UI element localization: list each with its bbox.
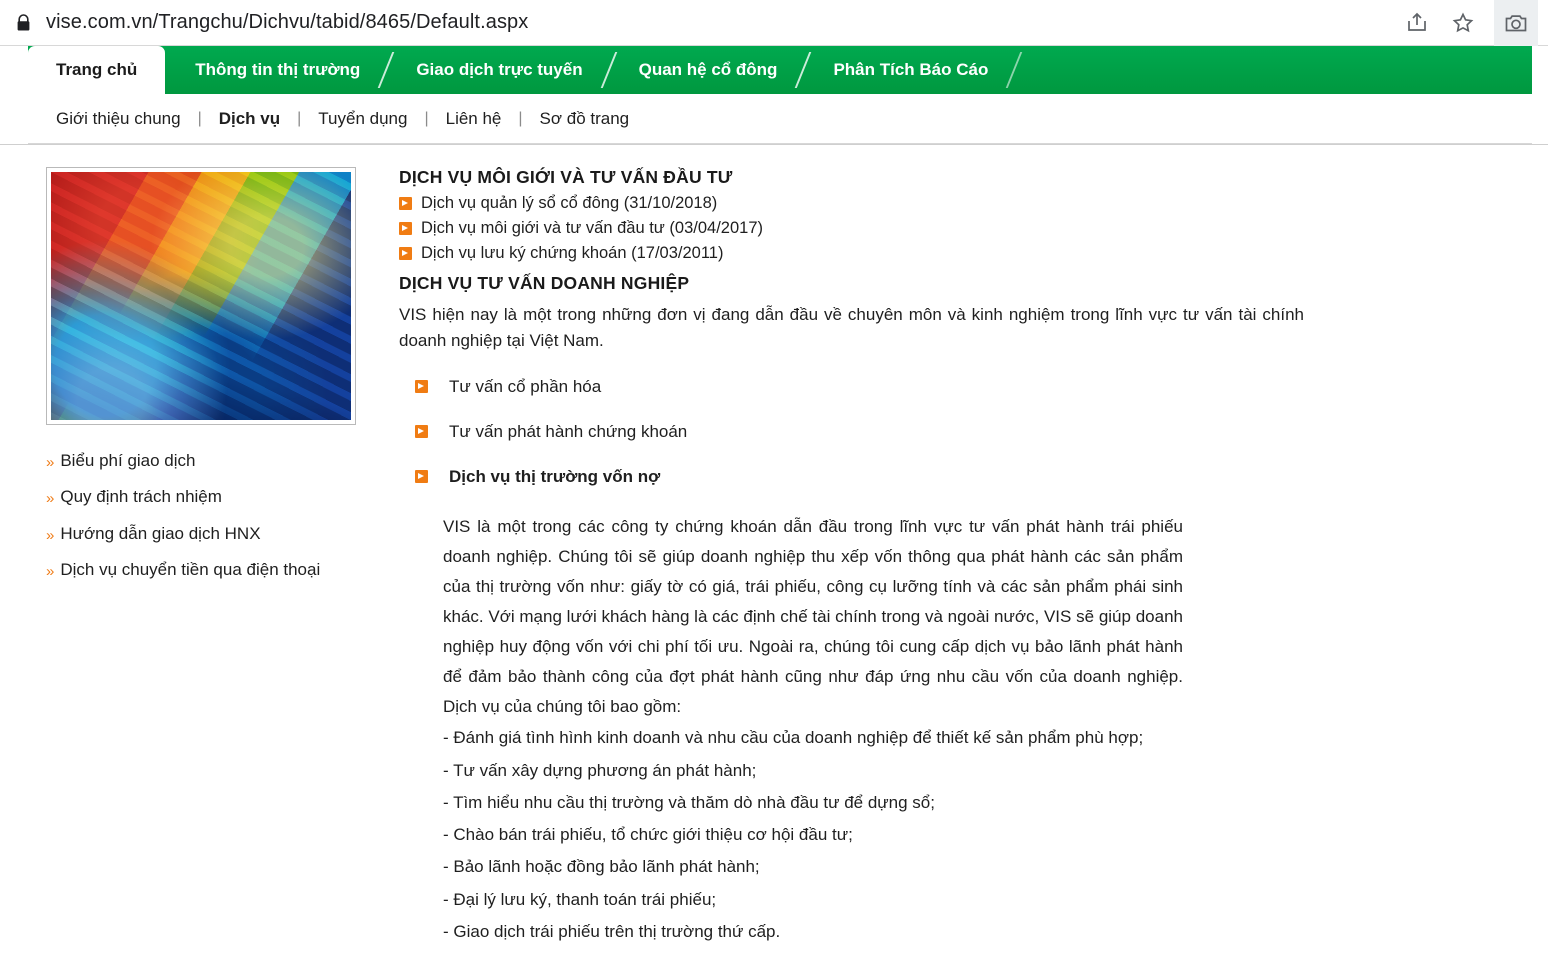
service-item-phat-hanh-chung-khoan[interactable] bbox=[399, 422, 1488, 442]
main-tabs bbox=[28, 46, 1014, 94]
news-link-quan-ly-so-co-dong[interactable] bbox=[399, 194, 1488, 213]
service-item-thi-truong-von-no[interactable] bbox=[399, 467, 1488, 487]
service-label: Dịch vụ thị trường vốn nợ bbox=[449, 466, 661, 486]
tab-trang-chu[interactable] bbox=[28, 46, 165, 94]
sidebar-image-frame bbox=[46, 167, 356, 425]
tab-label: Trang chủ bbox=[56, 60, 138, 79]
chevron-double-icon: » bbox=[46, 490, 55, 508]
browser-toolbar bbox=[0, 0, 1548, 46]
detail-bullet: - Giao dịch trái phiếu trên thị trường thứ cấp. bbox=[443, 922, 781, 942]
sidebar-item-quy-dinh-trach-nhiem[interactable] bbox=[46, 487, 365, 507]
news-label: Dịch vụ quản lý sổ cổ đông (31/10/2018) bbox=[421, 194, 718, 212]
service-label: Tư vấn cổ phần hóa bbox=[449, 376, 602, 396]
service-item-co-phan-hoa[interactable] bbox=[399, 377, 1488, 397]
page-body bbox=[0, 145, 1548, 948]
detail-bullet: - Tìm hiểu nhu cầu thị trường và thăm dò nhà đầu tư để dựng sổ; bbox=[443, 792, 935, 812]
arrow-square-icon bbox=[399, 222, 412, 235]
subnav-separator: | bbox=[297, 109, 302, 127]
browser-actions bbox=[1402, 0, 1538, 45]
detail-bullet: - Chào bán trái phiếu, tổ chức giới thiệu cơ hội đầu tư; bbox=[443, 825, 853, 845]
subnav-item-lien-he[interactable]: Liên hệ bbox=[445, 108, 502, 128]
subnav-item-so-do-trang[interactable]: Sơ đồ trang bbox=[539, 108, 630, 128]
news-label: Dịch vụ môi giới và tư vấn đầu tư (03/04/2017) bbox=[421, 219, 763, 237]
sidebar-links bbox=[46, 451, 365, 581]
camera-icon[interactable] bbox=[1494, 0, 1538, 46]
main-content bbox=[365, 167, 1548, 948]
subnav-separator: | bbox=[424, 109, 429, 127]
lock-icon bbox=[14, 13, 32, 33]
detail-bullet: - Tư vấn xây dựng phương án phát hành; bbox=[443, 760, 757, 780]
tab-quan-he-co-dong[interactable] bbox=[609, 46, 804, 94]
tab-thong-tin-thi-truong[interactable] bbox=[165, 46, 386, 94]
arrow-square-icon bbox=[399, 197, 412, 210]
chevron-double-icon: » bbox=[46, 563, 55, 581]
subnav-item-dich-vu[interactable]: Dịch vụ bbox=[218, 108, 281, 128]
section-title-moi-gioi: DỊCH VỤ MÔI GIỚI VÀ TƯ VẤN ĐẦU TƯ bbox=[399, 167, 733, 187]
colored-pencils-photo bbox=[51, 172, 351, 420]
detail-bullet: - Đại lý lưu ký, thanh toán trái phiếu; bbox=[443, 889, 717, 909]
sidebar-item-dich-vu-chuyen-tien[interactable] bbox=[46, 560, 365, 580]
site-header bbox=[0, 46, 1548, 145]
news-label: Dịch vụ lưu ký chứng khoán (17/03/2011) bbox=[421, 244, 724, 262]
arrow-square-icon bbox=[399, 247, 412, 260]
sidebar bbox=[0, 167, 365, 948]
detail-paragraph: VIS là một trong các công ty chứng khoán dẫn đầu trong lĩnh vực tư vấn phát hành trái phiếu doanh nghiệp. Chúng tôi sẽ giúp doanh nghiệp thu xếp vốn thông qua phát hành các sản phẩm của thị trường vốn như: giấy tờ có giá, trái phiếu, công cụ lưỡng tính và các sản phẩm phái sinh khác. Với mạng lưới khách hàng là các định chế tài chính trong và ngoài nước, VIS sẽ giúp doanh nghiệp huy động vốn với chi phí tối ưu. Ngoài ra, chúng tôi cung cấp dịch vụ bảo lãnh phát hành để đảm bảo thành công của đợt phát hành cũng như đáp ứng nhu cầu vốn của doanh nghiệp. Dịch vụ của chúng tôi bao gồm: bbox=[443, 516, 1183, 717]
arrow-square-icon bbox=[415, 470, 428, 483]
subnav-item-gioi-thieu-chung[interactable]: Giới thiệu chung bbox=[56, 108, 181, 128]
tab-label: Thông tin thị trường bbox=[195, 60, 361, 79]
tab-phan-tich-bao-cao[interactable] bbox=[803, 46, 1014, 94]
star-icon[interactable] bbox=[1448, 8, 1478, 38]
sidebar-item-label: Quy định trách nhiệm bbox=[60, 487, 222, 507]
news-link-moi-gioi-tu-van[interactable] bbox=[399, 219, 1488, 238]
tab-label: Phân Tích Báo Cáo bbox=[833, 60, 989, 79]
subnav-item-tuyen-dung[interactable]: Tuyển dụng bbox=[318, 108, 408, 128]
chevron-double-icon: » bbox=[46, 526, 55, 544]
subnav-separator: | bbox=[518, 109, 523, 127]
intro-paragraph: VIS hiện nay là một trong những đơn vị đang dẫn đầu về chuyên môn và kinh nghiệm trong lĩnh vực tư vấn tài chính doanh nghiệp tại Việt Nam. bbox=[399, 305, 1304, 351]
sidebar-item-bieu-phi-giao-dich[interactable] bbox=[46, 451, 365, 471]
share-icon[interactable] bbox=[1402, 8, 1432, 38]
arrow-square-icon bbox=[415, 425, 428, 438]
tab-label: Giao dịch trực tuyến bbox=[416, 60, 583, 79]
news-link-luu-ky-chung-khoan[interactable] bbox=[399, 244, 1488, 263]
detail-bullet: - Đánh giá tình hình kinh doanh và nhu cầu của doanh nghiệp để thiết kế sản phẩm phù hợp; bbox=[443, 728, 1144, 748]
section-title-tu-van-doanh-nghiep: DỊCH VỤ TƯ VẤN DOANH NGHIỆP bbox=[399, 273, 690, 293]
address-bar-url[interactable]: vise.com.vn/Trangchu/Dichvu/tabid/8465/Default.aspx bbox=[46, 11, 529, 33]
sidebar-item-label: Biểu phí giao dịch bbox=[60, 451, 196, 470]
service-list bbox=[399, 377, 1488, 487]
subnav-separator: | bbox=[197, 109, 202, 127]
detail-bullet: - Bảo lãnh hoặc đồng bảo lãnh phát hành; bbox=[443, 857, 760, 877]
sidebar-item-label: Dịch vụ chuyển tiền qua điện thoại bbox=[60, 560, 321, 580]
arrow-square-icon bbox=[415, 380, 428, 393]
tab-giao-dich-truc-tuyen[interactable] bbox=[386, 46, 608, 94]
chevron-double-icon: » bbox=[46, 454, 55, 471]
sub-navigation bbox=[28, 94, 1532, 144]
service-label: Tư vấn phát hành chứng khoán bbox=[449, 421, 688, 441]
sidebar-item-huong-dan-giao-dich-hnx[interactable] bbox=[46, 524, 365, 544]
tab-label: Quan hệ cổ đông bbox=[638, 60, 778, 79]
sidebar-item-label: Hướng dẫn giao dịch HNX bbox=[60, 523, 261, 543]
